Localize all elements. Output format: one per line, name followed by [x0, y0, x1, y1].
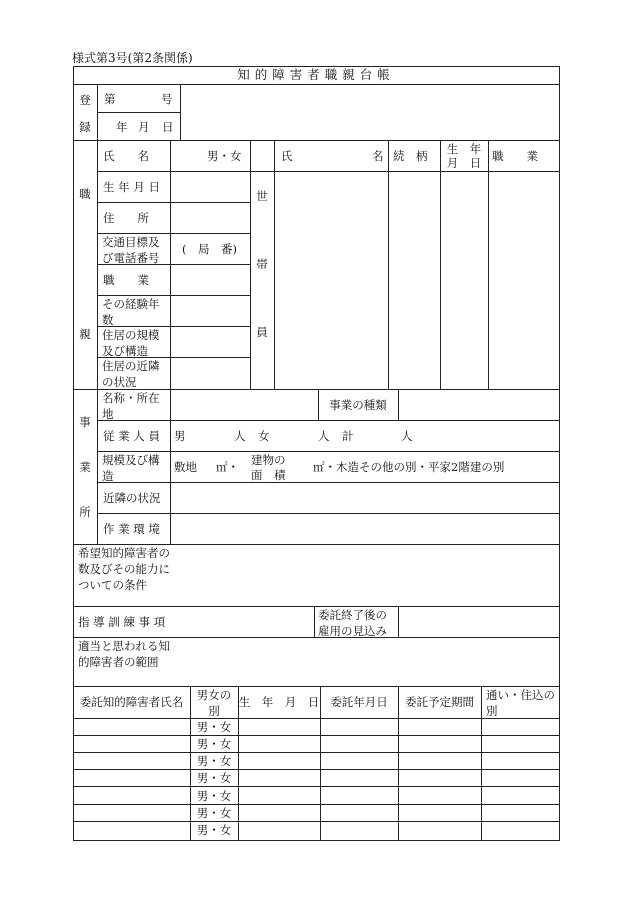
- shokushin-occupation-label: 職 業: [103, 273, 149, 287]
- household-birth-label-2: 月 日: [446, 156, 482, 170]
- employees-total-unit: 人: [401, 429, 413, 443]
- list-row-sex: 男・女: [196, 720, 232, 734]
- training-label: 指 導 訓 練 事 項: [78, 615, 166, 629]
- business-workenv-label: 作 業 環 境: [103, 522, 160, 536]
- list-row-sex: 男・女: [196, 754, 232, 768]
- shokushin-neighborhood-label: 住居の近隣の状況: [102, 359, 160, 389]
- business-land: 敷地: [174, 460, 197, 474]
- list-row-sex: 男・女: [196, 823, 232, 837]
- household-relation-label: 続 柄: [393, 149, 428, 163]
- business-surroundings-label: 近隣の状況: [103, 491, 161, 505]
- employees-female: 女: [258, 429, 270, 443]
- business-name-location-label: 名称・所在地: [102, 391, 160, 421]
- reg-month: 月: [138, 120, 150, 134]
- shokushin-housing-label: 住居の規模及び構造: [102, 328, 160, 358]
- list-row-sex: 男・女: [196, 806, 232, 820]
- reg-number-suffix: 号: [161, 92, 173, 106]
- list-header-sex: 男女の別: [196, 688, 232, 718]
- shokushin-label-top: 職: [79, 187, 91, 201]
- shokushin-address-label: 住 所: [103, 211, 149, 225]
- list-row-sex: 男・女: [196, 737, 232, 751]
- business-structure: ㎡・木造その他の別・平家2階建の別: [313, 460, 505, 474]
- household-label-2: 帯: [256, 257, 268, 271]
- shokushin-transport-label: 交通目標及び電話番号: [102, 235, 160, 265]
- shokushin-name-label: 氏 名: [103, 149, 149, 163]
- list-header-date: 委託年月日: [330, 695, 388, 709]
- household-label-3: 員: [256, 325, 268, 339]
- household-occupation-label: 職 業: [492, 149, 538, 163]
- list-header-birth: 生 年 月 日: [238, 695, 320, 709]
- business-type-label: 事業の種類: [329, 398, 387, 412]
- household-name-label-1: 氏: [281, 149, 293, 163]
- registration-label-top: 登: [79, 93, 91, 107]
- shokushin-experience-label: その経験年数: [102, 297, 160, 327]
- business-label-2: 業: [79, 460, 91, 474]
- employees-male-unit: 人: [234, 429, 246, 443]
- list-row-sex: 男・女: [196, 789, 232, 803]
- shokushin-label-bottom: 親: [79, 327, 91, 341]
- list-header-name: 委託知的障害者氏名: [79, 695, 184, 709]
- list-header-period: 委託予定期間: [405, 695, 474, 709]
- business-label-3: 所: [79, 505, 91, 519]
- business-building-label-2: 面 積: [251, 468, 286, 482]
- reg-number-prefix: 第: [104, 92, 116, 106]
- reg-year: 年: [116, 120, 128, 134]
- suitable-label: 適当と思われる知的障害者の範囲: [78, 639, 170, 669]
- reg-day: 日: [162, 120, 174, 134]
- shokushin-sex: 男・女: [207, 149, 242, 163]
- form-number: 様式第3号(第2条関係): [72, 51, 193, 65]
- business-employees-label: 従 業 人 員: [103, 429, 160, 443]
- shokushin-birth-label: 生 年 月 日: [103, 180, 160, 194]
- household-name-label-2: 名: [372, 149, 384, 163]
- household-birth-label-1: 生 年: [446, 142, 482, 156]
- employees-female-unit: 人: [318, 429, 330, 443]
- registration-label-bottom: 録: [79, 120, 91, 134]
- ledger-title: 知的障害者職親台帳: [237, 67, 395, 82]
- business-land-unit: ㎡・: [216, 460, 239, 474]
- list-header-commute: 通い・住込の別: [486, 688, 555, 718]
- business-scale-label: 規模及び構造: [102, 453, 160, 483]
- business-label-1: 事: [79, 415, 91, 429]
- household-label-1: 世: [256, 189, 268, 203]
- list-row-sex: 男・女: [196, 771, 232, 785]
- post-employment-label: 委託終了後の雇用の見込み: [318, 608, 387, 638]
- employees-male: 男: [174, 429, 186, 443]
- business-building-label-1: 建物の: [251, 453, 286, 467]
- request-label: 希望知的障害者の数及びその能力についての条件: [78, 546, 170, 592]
- shokushin-phone: ( 局 番): [182, 242, 237, 256]
- employees-total: 計: [342, 429, 354, 443]
